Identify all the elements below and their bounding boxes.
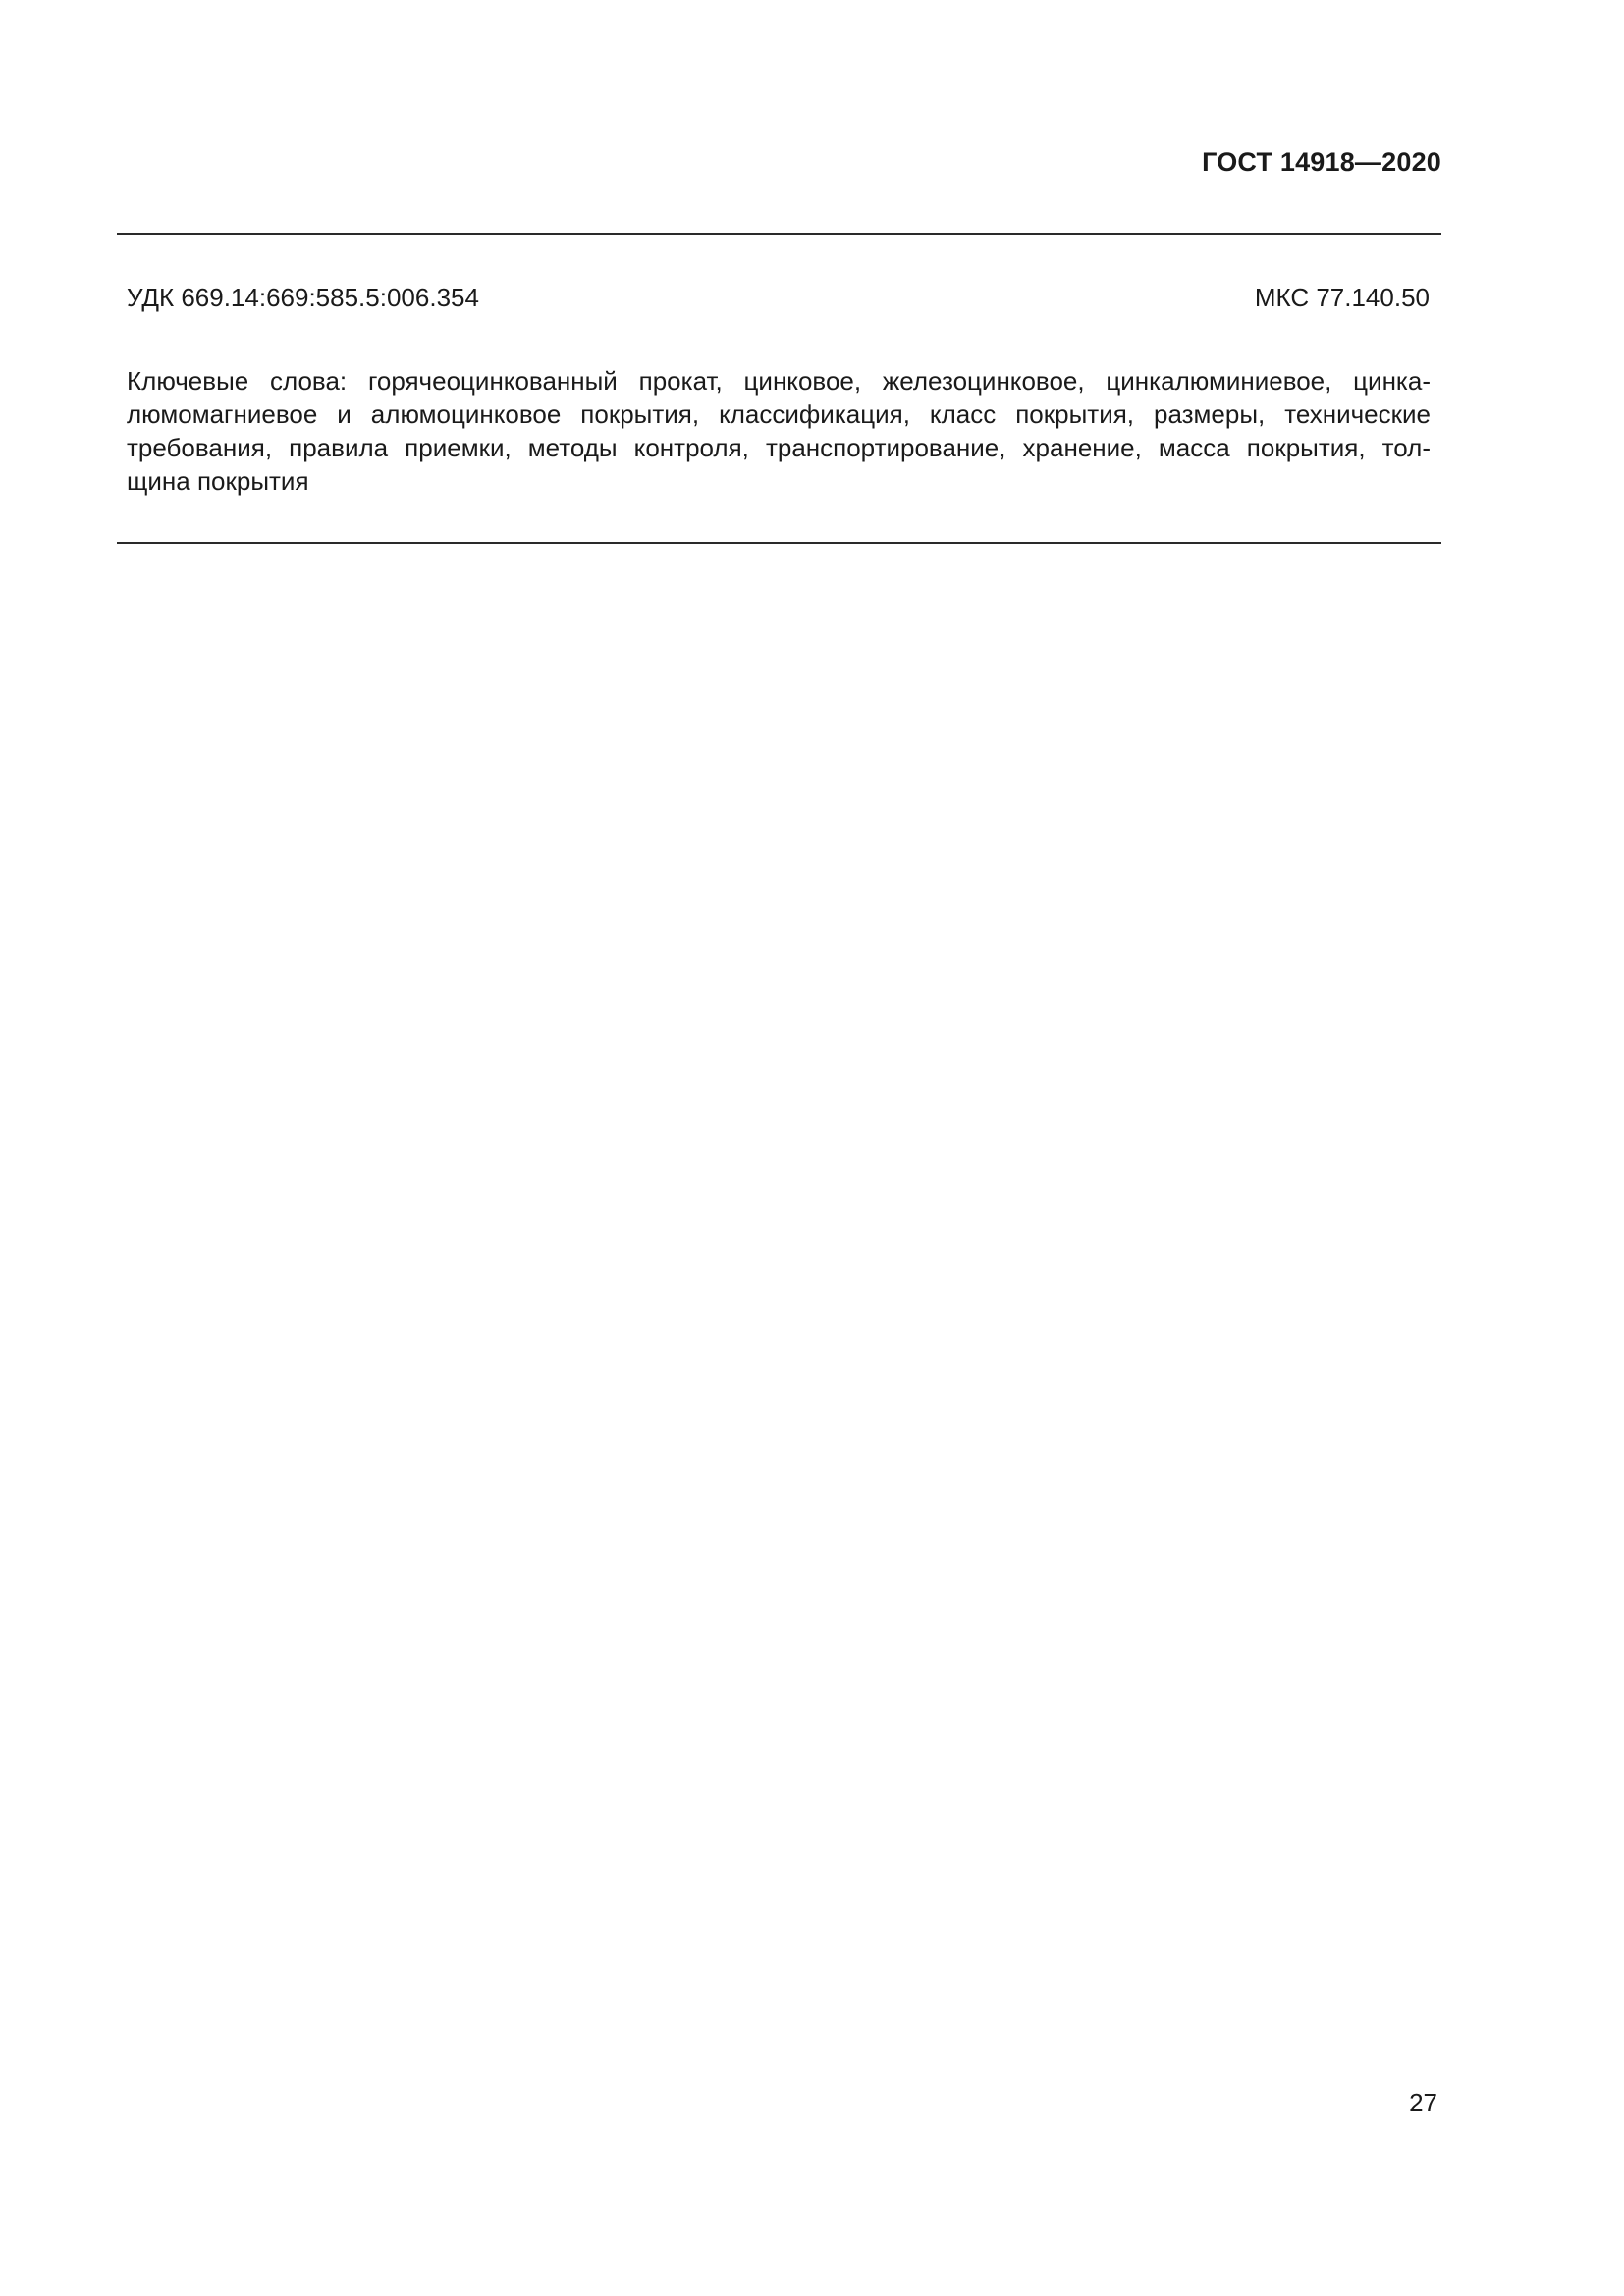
keywords-line: требования, правила приемки, методы контроля, транспортирование, хранение, масса покрытия, тол- (127, 433, 1431, 462)
bottom-divider (117, 542, 1441, 544)
mks-code: МКС 77.140.50 (1254, 283, 1430, 312)
keywords-line: люмомагниевое и алюмоцинковое покрытия, классификация, класс покрытия, размеры, технические (127, 400, 1431, 429)
udk-code: УДК 669.14:669:585.5:006.354 (127, 283, 479, 312)
keywords-paragraph (127, 364, 1431, 498)
page-number: 27 (1409, 2088, 1437, 2117)
keywords-line: щина покрытия (127, 466, 309, 496)
keywords-line: Ключевые слова: горячеоцинкованный прокат, цинковое, железоцинковое, цинкалюминиевое, цинка- (127, 366, 1431, 396)
standard-code: ГОСТ 14918—2020 (1202, 147, 1441, 177)
top-divider (117, 233, 1441, 235)
